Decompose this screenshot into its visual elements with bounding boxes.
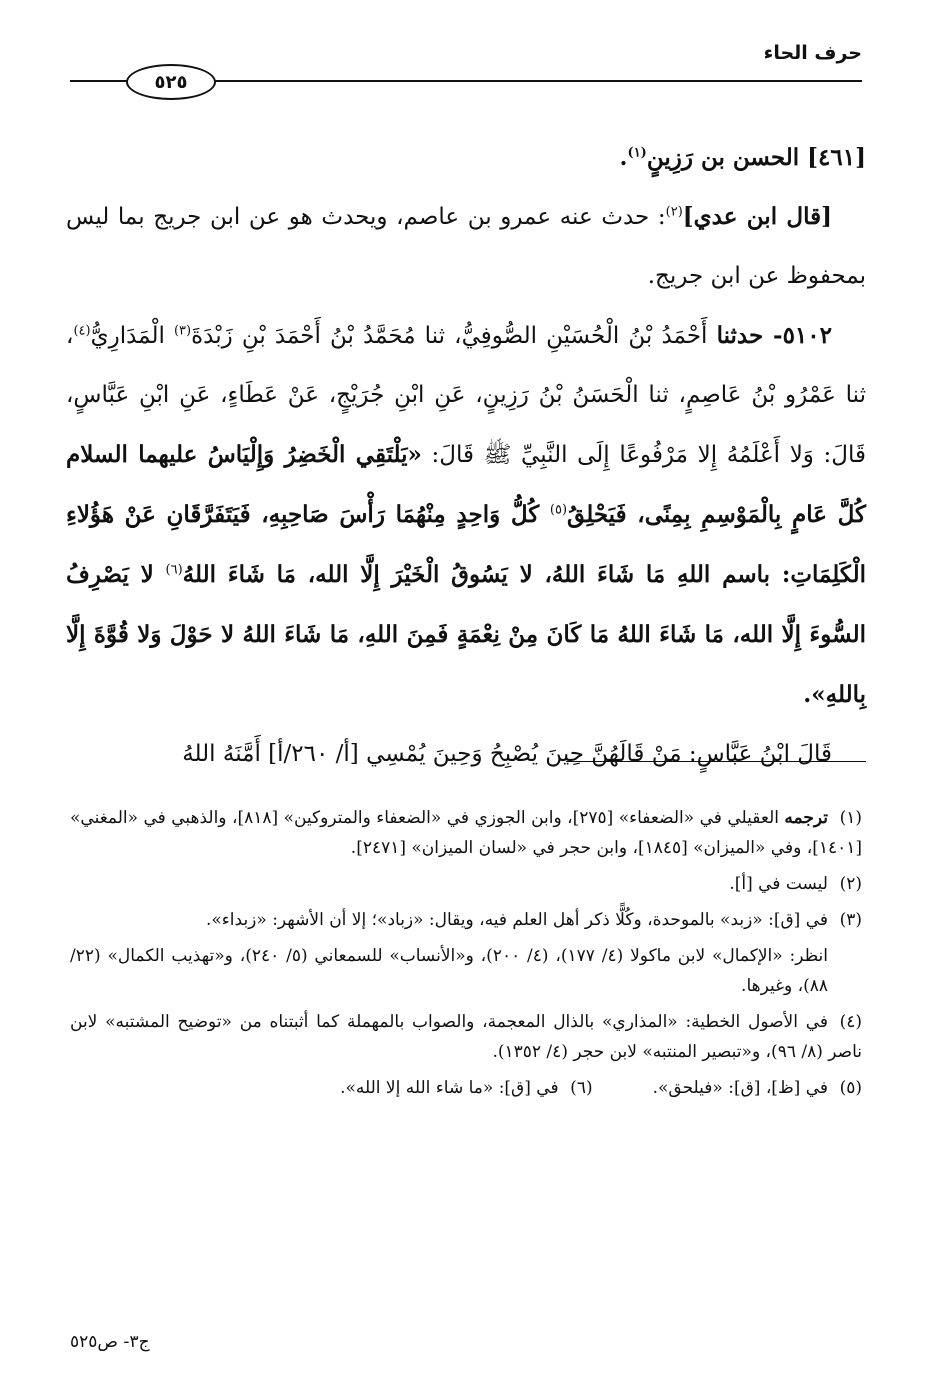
footnote-4-text: في الأصول الخطية: «المذاري» بالذال المعجمة، والصواب بالمهملة كما أثبتناه من «توضيح المشتبه» لابن ناصر (٨/ ٩٦)، و«تبصير المنتبه» لابن حجر (٤/ ١٣٥٢). [70, 1012, 862, 1062]
footnote-6 [340, 1073, 593, 1103]
footnotes [70, 803, 862, 1109]
footnotes-5-6 [70, 1073, 862, 1103]
ibn-adi-paragraph [66, 187, 866, 306]
ibn-abbas-line: قَالَ ابْنُ عَبَّاسٍ: مَنْ قَالَهُنَّ حِينَ يُصْبِحُ وَحِينَ يُمْسِي [أ/ ٢٦٠/أ] أَمَّنَهُ اللهُ [182, 741, 832, 767]
entry-heading-end: . [619, 144, 628, 171]
volume-page-reference: ج٣- ص٥٢٥ [70, 1332, 150, 1352]
footnote-5-number: (٥) [839, 1078, 862, 1098]
entry-heading-text: [٤٦١] الحسن بن رَزِينٍ [646, 144, 866, 171]
footnote-ref-6: (٦) [165, 562, 183, 578]
ibn-adi-text: : حدث عنه عمرو بن عاصم، ويحدث هو عن ابن جريج بما ليس بمحفوظ عن ابن جريج. [66, 204, 866, 289]
entry-heading [66, 128, 866, 187]
footnote-ref-5: (٥) [549, 502, 568, 518]
footnote-1-text: العقيلي في «الضعفاء» [٢٧٥]، وابن الجوزي في «الضعفاء والمتروكين» [٨١٨]، والذهبي في «المغني» [١٤٠١]، وفي «الميزان» [١٨٤٥]، وابن حجر في «لسان الميزان» [٢٤٧١]. [70, 808, 862, 858]
footnote-ref-3: (٣) [173, 323, 192, 339]
footnote-6-text: في [ق]: «ما شاء الله إلا الله». [340, 1078, 559, 1098]
main-text [66, 128, 866, 784]
page-number: ٥٢٥ [154, 71, 188, 93]
hadith-number: ٥١٠٢- حدثنا [716, 322, 832, 349]
footnote-ref-1: (١) [627, 145, 647, 161]
footnote-2-text: ليست في [أ]. [729, 874, 828, 894]
footnote-3-continuation: انظر: «الإكمال» لابن ماكولا (٤/ ١٧٧)، (٤/ ٢٠٠)، و«الأنساب» للسمعاني (٥/ ٢٤٠)، و«تهذيب الكمال» (٢٢/ ٨٨)، وغيرها. [70, 946, 828, 996]
hadith-chain-3: ، ثنا عَمْرُو بْنُ عَاصِمٍ، ثنا الْحَسَنُ بْنُ رَزِينٍ، عَنِ ابْنِ جُرَيْجٍ، عَنْ عَطَاءٍ، عَنِ ابْنِ عَبَّاسٍ، قَالَ: وَلا أَعْلَمُهُ إِلا مَرْفُوعًا إِلَى النَّبِيِّ ﷺ قَالَ: [66, 323, 867, 468]
footnote-1 [70, 803, 862, 863]
footnote-4-number: (٤) [839, 1012, 862, 1032]
footnote-5-text: في [ظ]، [ق]: «فيلحق». [652, 1078, 828, 1098]
hadith-chain-2: الْمَدَارِيُّ [90, 323, 174, 349]
page-number-oval [126, 64, 216, 100]
footnote-2 [70, 869, 862, 899]
footnote-ref-4: (٤) [73, 323, 91, 339]
footnote-4 [70, 1007, 862, 1067]
footnote-ref-2: (٢) [665, 204, 683, 220]
footnote-1-number: (١) [839, 808, 862, 828]
footnote-3-text: في [ق]: «زبد» بالموحدة، وكُلًّا ذكر أهل العلم فيه، ويقال: «زباد»؛ إلا أن الأشهر: «زبداء». [206, 910, 828, 930]
ibn-adi-label: [قال ابن عدي] [682, 203, 832, 230]
footnote-3-number: (٣) [839, 910, 862, 930]
hadith-paragraph [66, 306, 866, 725]
footnote-separator [566, 761, 866, 762]
footnote-2-number: (٢) [839, 874, 862, 894]
running-title: حرف الحاء [763, 42, 862, 64]
hadith-text-3: لا يَصْرِفُ السُّوءَ إِلَّا الله، مَا شَاءَ اللهُ مَا كَانَ مِنْ نِعْمَةٍ فَمِنَ اللهِ، مَا شَاءَ اللهُ لا حَوْلَ وَلا قُوَّةَ إِلَّا بِاللهِ». [66, 561, 866, 708]
hadith-text-2: كُلُّ وَاحِدٍ مِنْهُمَا رَأْسَ صَاحِبِهِ، فَيَتَفَرَّقَانِ عَنْ هَؤُلاءِ الْكَلِمَاتِ: باسم اللهِ مَا شَاءَ اللهُ، لا يَسُوقُ الْخَيْرَ إِلَّا الله، مَا شَاءَ اللهُ [66, 501, 866, 588]
footnote-3 [70, 905, 862, 935]
hadith-text-1: «يَلْتَقِي الْخَضِرُ وَإِلْيَاسُ عليهما السلام كُلَّ عَامٍ بِالْمَوْسِمِ بِمِنًى، فَيَحْلِقُ [66, 441, 866, 528]
footnote-5 [653, 1073, 862, 1103]
footnote-6-number: (٦) [570, 1078, 593, 1098]
hadith-chain-1: أَحْمَدُ بْنُ الْحُسَيْنِ الصُّوفِيُّ، ثنا مُحَمَّدُ بْنُ أَحْمَدَ بْنِ زَبْدَةَ [191, 323, 717, 349]
footnote-1-lead: ترجمه [784, 808, 828, 828]
